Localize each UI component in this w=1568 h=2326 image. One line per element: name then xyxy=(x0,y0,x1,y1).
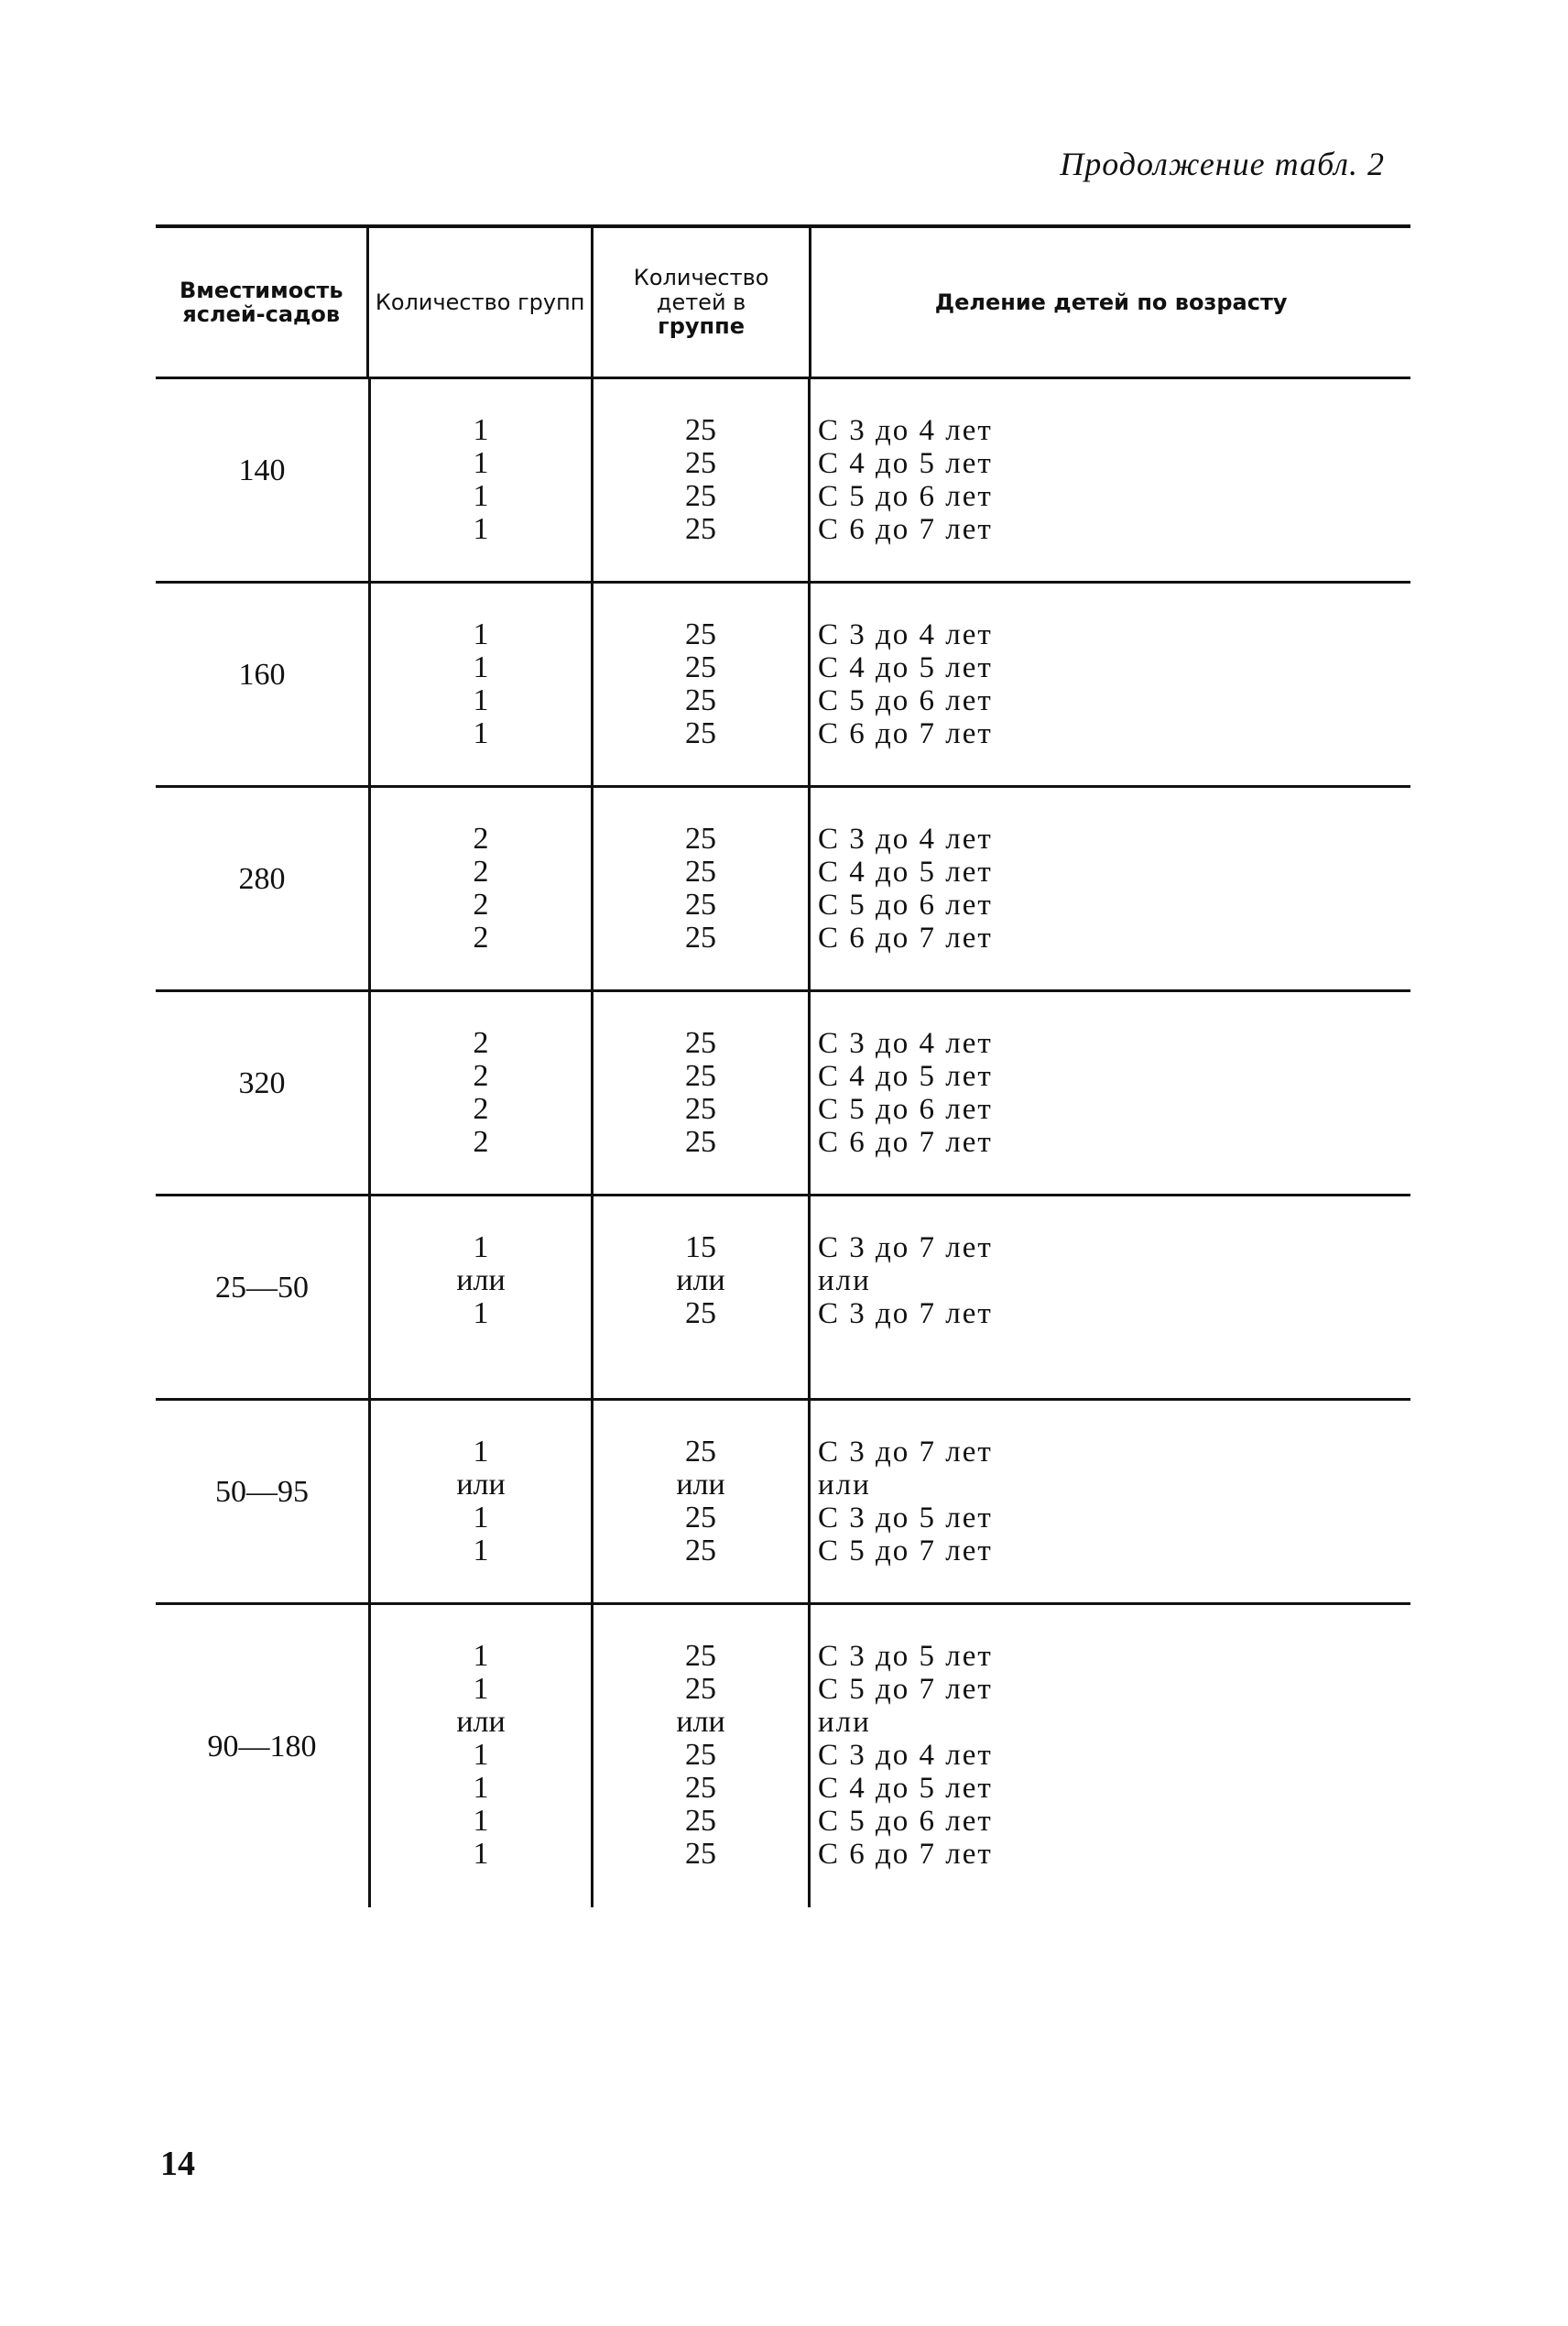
children-cell-line: 25 xyxy=(685,921,716,955)
age-division-cell-line: или xyxy=(818,1469,871,1502)
groups-cell xyxy=(368,1196,591,1398)
header-children-line: детей в xyxy=(656,289,746,315)
age-division-cell-line: С 4 до 5 лет xyxy=(818,856,993,889)
table-row xyxy=(156,584,1410,785)
groups-cell xyxy=(368,1401,591,1602)
table-row xyxy=(156,992,1410,1194)
groups-cell xyxy=(368,992,591,1194)
age-division-cell-line: С 3 до 5 лет xyxy=(818,1502,993,1534)
children-cell-line: или xyxy=(676,1468,725,1502)
children-cell-line: 25 xyxy=(685,716,716,750)
age-division-cell-line: С 5 до 7 лет xyxy=(818,1673,993,1706)
children-cell-line: 25 xyxy=(685,683,716,717)
children-cell xyxy=(591,1196,808,1398)
groups-cell-line: 2 xyxy=(473,822,489,856)
groups-cell-line: 1 xyxy=(473,512,489,546)
groups-cell-line: 1 xyxy=(473,1771,489,1805)
groups-cell-line: 1 xyxy=(473,1804,489,1838)
groups-cell-line: 1 xyxy=(473,1738,489,1772)
children-cell xyxy=(591,992,808,1194)
groups-cell-line: 1 xyxy=(473,1639,489,1673)
capacity-cell: 320 xyxy=(238,1066,286,1100)
header-capacity: Вместимость яслей-садов xyxy=(179,277,343,327)
groups-cell-line: 1 xyxy=(473,683,489,717)
children-cell-line: 25 xyxy=(685,1026,716,1060)
age-division-cell-line: С 5 до 6 лет xyxy=(818,480,993,513)
groups-cell-line: 1 xyxy=(473,1230,489,1264)
age-division-cell-line: С 3 до 5 лет xyxy=(818,1640,993,1673)
header-children-line: группе xyxy=(658,313,745,340)
children-cell-line: 25 xyxy=(685,413,716,447)
age-division-cell-line: С 3 до 7 лет xyxy=(818,1297,993,1330)
table-row xyxy=(156,379,1410,581)
groups-cell-line: 1 xyxy=(473,1435,489,1469)
groups-cell-line: или xyxy=(456,1263,506,1297)
age-division-cell-line: С 6 до 7 лет xyxy=(818,1126,993,1159)
age-division-cell-line: С 6 до 7 лет xyxy=(818,1838,993,1871)
page-number: 14 xyxy=(160,2145,195,2183)
children-cell-line: 25 xyxy=(685,512,716,546)
children-cell-line: 25 xyxy=(685,1092,716,1126)
children-cell-line: 25 xyxy=(685,888,716,922)
age-division-cell xyxy=(808,584,1410,785)
children-cell-line: 25 xyxy=(685,1738,716,1772)
table-row xyxy=(156,1196,1410,1398)
children-cell-line: 25 xyxy=(685,1534,716,1567)
children-cell-line: 25 xyxy=(685,617,716,651)
groups-cell-line: 2 xyxy=(473,1026,489,1060)
capacity-cell: 25—50 xyxy=(215,1271,309,1305)
children-cell-line: 25 xyxy=(685,1501,716,1534)
header-children xyxy=(591,228,809,377)
children-cell-line: 25 xyxy=(685,1059,716,1093)
groups-cell-line: 1 xyxy=(473,716,489,750)
age-division-cell-line: С 3 до 7 лет xyxy=(818,1231,993,1264)
age-division-cell-line: С 4 до 5 лет xyxy=(818,1060,993,1093)
children-cell-line: 25 xyxy=(685,1639,716,1673)
capacity-cell: 90—180 xyxy=(207,1730,317,1764)
header-children-line: Количество xyxy=(633,265,769,291)
table-row xyxy=(156,1605,1410,1907)
groups-cell-line: 2 xyxy=(473,1125,489,1159)
table-row xyxy=(156,1401,1410,1602)
children-cell xyxy=(591,584,808,785)
age-division-cell-line: С 4 до 5 лет xyxy=(818,1772,993,1805)
capacity-cell: 50—95 xyxy=(215,1475,309,1509)
children-cell xyxy=(591,379,808,581)
groups-cell xyxy=(368,1605,591,1907)
capacity-cell: 160 xyxy=(238,658,286,692)
header-division: Деление детей по возрасту xyxy=(809,228,1410,377)
children-cell-line: 25 xyxy=(685,446,716,480)
age-division-cell xyxy=(808,992,1410,1194)
age-division-cell-line: С 6 до 7 лет xyxy=(818,513,993,546)
children-cell-line: 25 xyxy=(685,1435,716,1469)
groups-cell-line: 1 xyxy=(473,1672,489,1706)
age-division-cell-line: С 5 до 6 лет xyxy=(818,889,993,922)
table-row xyxy=(156,788,1410,989)
children-cell-line: или xyxy=(676,1263,725,1297)
groups-cell-line: 1 xyxy=(473,650,489,684)
age-groups-table xyxy=(156,224,1410,1907)
header-groups: Количество групп xyxy=(366,228,590,377)
groups-cell-line: 1 xyxy=(473,1837,489,1871)
groups-cell xyxy=(368,788,591,989)
age-division-cell xyxy=(808,1196,1410,1398)
children-cell-line: 25 xyxy=(685,822,716,856)
age-division-cell-line: С 3 до 4 лет xyxy=(818,618,993,651)
table-caption: Продолжение табл. 2 xyxy=(1060,146,1385,182)
groups-cell-line: 1 xyxy=(473,413,489,447)
children-cell xyxy=(591,1401,808,1602)
groups-cell-line: 1 xyxy=(473,1501,489,1534)
children-cell-line: 25 xyxy=(685,479,716,513)
groups-cell-line: 2 xyxy=(473,1059,489,1093)
groups-cell xyxy=(368,584,591,785)
groups-cell-line: или xyxy=(456,1705,506,1739)
age-division-cell-line: С 5 до 6 лет xyxy=(818,1093,993,1126)
children-cell-line: 25 xyxy=(685,1837,716,1871)
groups-cell-line: 2 xyxy=(473,855,489,889)
age-division-cell-line: С 5 до 6 лет xyxy=(818,684,993,717)
age-division-cell xyxy=(808,788,1410,989)
age-division-cell-line: или xyxy=(818,1264,871,1297)
groups-cell-line: 1 xyxy=(473,446,489,480)
children-cell-line: 25 xyxy=(685,855,716,889)
age-division-cell-line: С 3 до 4 лет xyxy=(818,414,993,447)
age-division-cell-line: С 5 до 7 лет xyxy=(818,1534,993,1567)
groups-cell-line: 1 xyxy=(473,1296,489,1330)
age-division-cell-line: С 6 до 7 лет xyxy=(818,717,993,750)
children-cell xyxy=(591,788,808,989)
groups-cell-line: 2 xyxy=(473,921,489,955)
age-division-cell-line: С 3 до 4 лет xyxy=(818,823,993,856)
groups-cell-line: 1 xyxy=(473,479,489,513)
groups-cell-line: 1 xyxy=(473,617,489,651)
age-division-cell-line: С 5 до 6 лет xyxy=(818,1805,993,1838)
children-cell-line: 25 xyxy=(685,1672,716,1706)
children-cell-line: 25 xyxy=(685,1804,716,1838)
groups-cell-line: или xyxy=(456,1468,506,1502)
children-cell-line: 25 xyxy=(685,1771,716,1805)
age-division-cell-line: С 4 до 5 лет xyxy=(818,447,993,480)
age-division-cell xyxy=(808,1401,1410,1602)
age-division-cell-line: С 6 до 7 лет xyxy=(818,922,993,955)
age-division-cell xyxy=(808,379,1410,581)
table-header xyxy=(156,228,1410,377)
age-division-cell-line: или xyxy=(818,1706,871,1739)
children-cell-line: 15 xyxy=(685,1230,716,1264)
capacity-cell: 140 xyxy=(238,453,286,487)
age-division-cell-line: С 3 до 4 лет xyxy=(818,1027,993,1060)
groups-cell-line: 2 xyxy=(473,1092,489,1126)
children-cell-line: 25 xyxy=(685,1296,716,1330)
age-division-cell-line: С 3 до 4 лет xyxy=(818,1739,993,1772)
capacity-cell: 280 xyxy=(238,862,286,896)
groups-cell xyxy=(368,379,591,581)
children-cell-line: 25 xyxy=(685,1125,716,1159)
children-cell-line: 25 xyxy=(685,650,716,684)
table-body xyxy=(156,379,1410,1907)
age-division-cell xyxy=(808,1605,1410,1907)
children-cell-line: или xyxy=(676,1705,725,1739)
age-division-cell-line: С 4 до 5 лет xyxy=(818,651,993,684)
groups-cell-line: 2 xyxy=(473,888,489,922)
children-cell xyxy=(591,1605,808,1907)
groups-cell-line: 1 xyxy=(473,1534,489,1567)
age-division-cell-line: С 3 до 7 лет xyxy=(818,1436,993,1469)
